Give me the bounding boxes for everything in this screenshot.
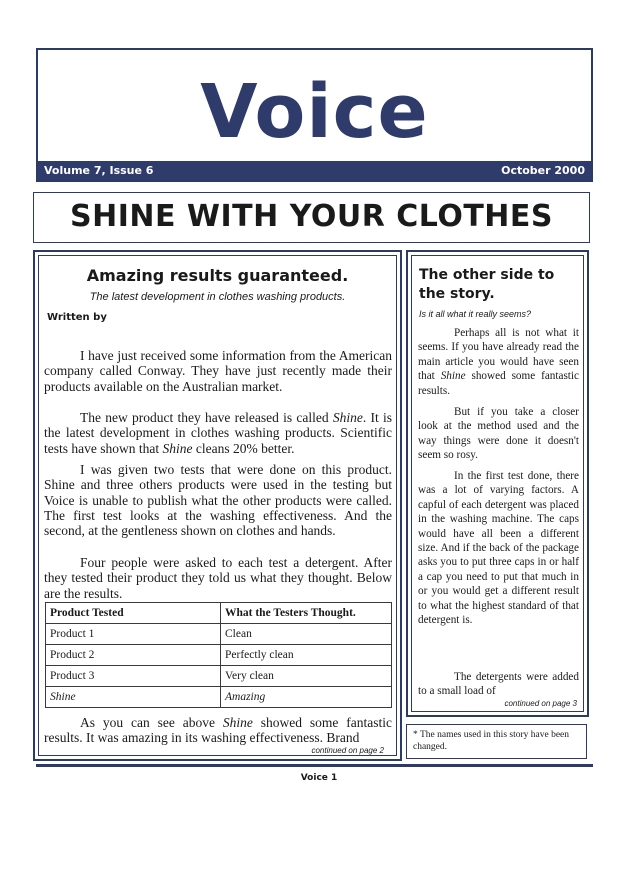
table-row xyxy=(46,687,392,708)
table-row xyxy=(46,666,392,687)
headline-box xyxy=(33,192,590,243)
sidebar-paragraph-1 xyxy=(418,326,579,398)
table-row xyxy=(46,624,392,645)
table-cell: Product 3 xyxy=(46,666,221,687)
article-title: Amazing results guaranteed. xyxy=(86,266,349,285)
table-cell: Shine xyxy=(46,687,221,708)
sidebar-frame xyxy=(411,255,584,712)
footnote-box xyxy=(406,724,587,759)
sidebar-article xyxy=(406,250,589,717)
article-subtitle: The latest development in clothes washing products. xyxy=(89,291,346,303)
results-table xyxy=(45,602,392,708)
table-header-row xyxy=(46,603,392,624)
issue-date: October 2000 xyxy=(501,164,585,177)
sidebar-paragraph-4: The detergents were added to a small load of xyxy=(418,671,579,698)
table-cell: Clean xyxy=(221,624,392,645)
paragraph-text: Perhaps all is not what it seems. If you have already read the main article you would have seen that xyxy=(418,327,579,383)
table-header: What the Testers Thought. xyxy=(221,603,392,624)
product-name: Shine xyxy=(440,370,466,383)
product-name: Shine xyxy=(332,410,363,425)
paragraph-text: The new product they have released is called xyxy=(80,410,333,425)
article-paragraph-3: I was given two tests that were done on this product. Shine and three others products were used in the testing but Voice is unable to publish what the other products were called. The first test looks at the washing effectiveness. And the second, at the gentleness shown on clothes and hands. xyxy=(44,462,392,539)
article-paragraph-1: I have just received some information from the American company called Conway. They have just recently made their products available on the Australian market. xyxy=(44,348,392,394)
issue-number: Volume 7, Issue 6 xyxy=(44,164,154,177)
table-cell: Perfectly clean xyxy=(221,645,392,666)
paragraph-text: showed some fantastic results. xyxy=(418,370,579,397)
table-cell: Amazing xyxy=(221,687,392,708)
article-byline: Written by xyxy=(47,312,107,323)
table-cell: Product 1 xyxy=(46,624,221,645)
sidebar-paragraph-2: But if you take a closer look at the method used and the way things were done it doesn't seem so rosy. xyxy=(418,406,579,462)
footnote: * The names used in this story have been changed. xyxy=(413,730,570,752)
sidebar-title: The other side to the story. xyxy=(419,267,555,302)
newsletter-logo: Voice xyxy=(200,69,429,155)
issue-info-bar xyxy=(38,161,591,180)
table-header: Product Tested xyxy=(46,603,221,624)
article-paragraph-2 xyxy=(44,410,392,456)
article-paragraph-4: Four people were asked to each test a detergent. After they tested their product they told us what they thought. Below are the results. xyxy=(44,555,392,601)
paragraph-text: . It is the latest development in clothes washing products. Scientific tests have shown that xyxy=(44,410,392,456)
paragraph-text: cleans 20% better. xyxy=(192,440,295,456)
table-row xyxy=(46,645,392,666)
main-article xyxy=(33,250,402,761)
table-cell: Very clean xyxy=(221,666,392,687)
table-cell: Product 2 xyxy=(46,645,221,666)
main-article-frame xyxy=(38,255,397,756)
product-name: Shine xyxy=(222,715,253,730)
article-paragraph-5 xyxy=(44,715,392,746)
continued-note: continued on page 3 xyxy=(504,699,577,708)
masthead xyxy=(36,48,593,182)
continued-note: continued on page 2 xyxy=(311,746,384,755)
footer-rule xyxy=(36,764,593,767)
product-name: Shine xyxy=(162,440,193,456)
paragraph-text: As you can see above xyxy=(80,715,223,730)
paragraph-text: showed some fantastic results. It was amazing in its washing effectiveness. Brand xyxy=(44,715,392,746)
page-footer: Voice 1 xyxy=(300,773,338,783)
page-headline: SHINE WITH YOUR CLOTHES xyxy=(70,199,553,234)
sidebar-paragraph-3: In the first test done, there was a lot of varying factors. A capful of each detergent was placed in the washing machine. The caps would have all been a different size. And if the back of the package asks you to put three caps in or half a cap you need to put that much in or you would get a different result to what the highest standard of that detergent is. xyxy=(418,470,579,627)
sidebar-subtitle: Is it all what it really seems? xyxy=(419,309,532,319)
